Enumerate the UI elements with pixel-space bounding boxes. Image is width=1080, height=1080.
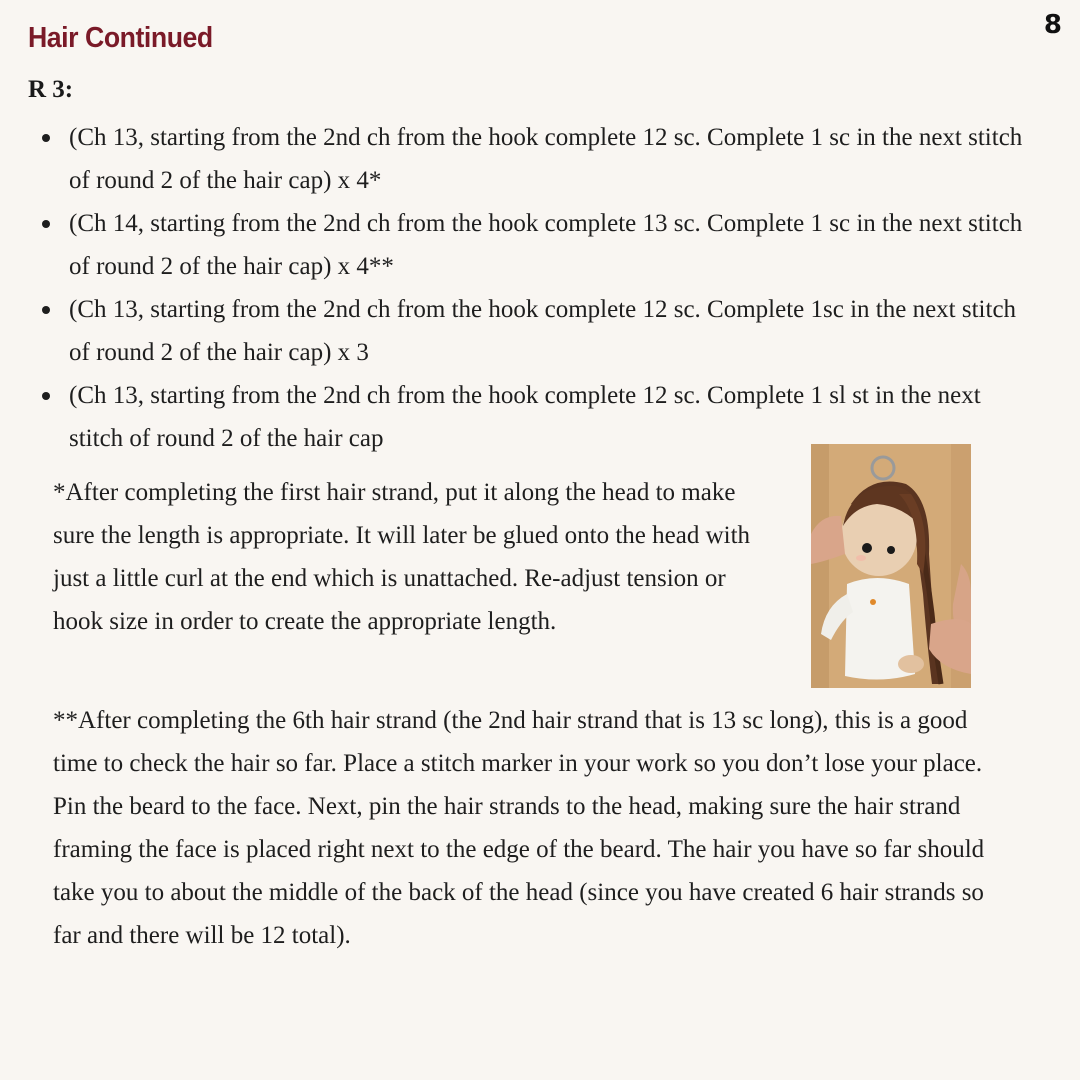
round-label: R 3:	[28, 76, 74, 103]
bullet-icon	[42, 134, 50, 142]
step-text: (Ch 13, starting from the 2nd ch from the hook complete 12 sc. Complete 1sc in the next stitch of round 2 of the hair cap) x 3	[69, 296, 1017, 366]
step-text: (Ch 14, starting from the 2nd ch from the hook complete 13 sc. Complete 1 sc in the next stitch of round 2 of the hair cap) x 4**	[69, 210, 1023, 280]
crochet-doll-illustration	[811, 444, 971, 688]
list-item	[28, 202, 1028, 288]
list-item	[28, 288, 1028, 374]
step-text: (Ch 13, starting from the 2nd ch from the hook complete 12 sc. Complete 1 sc in the next stitch of round 2 of the hair cap) x 4*	[69, 124, 1023, 194]
first-strand-note: *After completing the first hair strand, put it along the head to make sure the length is appropriate. It will later be glued onto the head with just a little curl at the end which is unattached. Re-adjust tension or hook size in order to create the appropriate length.	[53, 479, 751, 635]
bullet-icon	[42, 220, 50, 228]
page-title: Hair Continued	[28, 22, 213, 54]
doll-photo	[811, 444, 971, 688]
bullet-icon	[42, 306, 50, 314]
step-text: (Ch 13, starting from the 2nd ch from the hook complete 12 sc. Complete 1 sl st in the next stitch of round 2 of the hair cap	[69, 382, 981, 452]
sixth-strand-note: **After completing the 6th hair strand (the 2nd hair strand that is 13 sc long), this is a good time to check the hair so far. Place a stitch marker in your work so you don’t lose your place. Pin the beard to the face. Next, pin the hair strands to the head, making sure the hair strand framing the face is placed right next to the edge of the beard. The hair you have so far should take you to about the middle of the back of the head (since you have created 6 hair strands so far and there will be 12 total).	[53, 707, 985, 949]
round-steps-list	[28, 116, 1028, 460]
list-item	[28, 116, 1028, 202]
page-number: 8	[1043, 10, 1062, 40]
bullet-icon	[42, 392, 50, 400]
